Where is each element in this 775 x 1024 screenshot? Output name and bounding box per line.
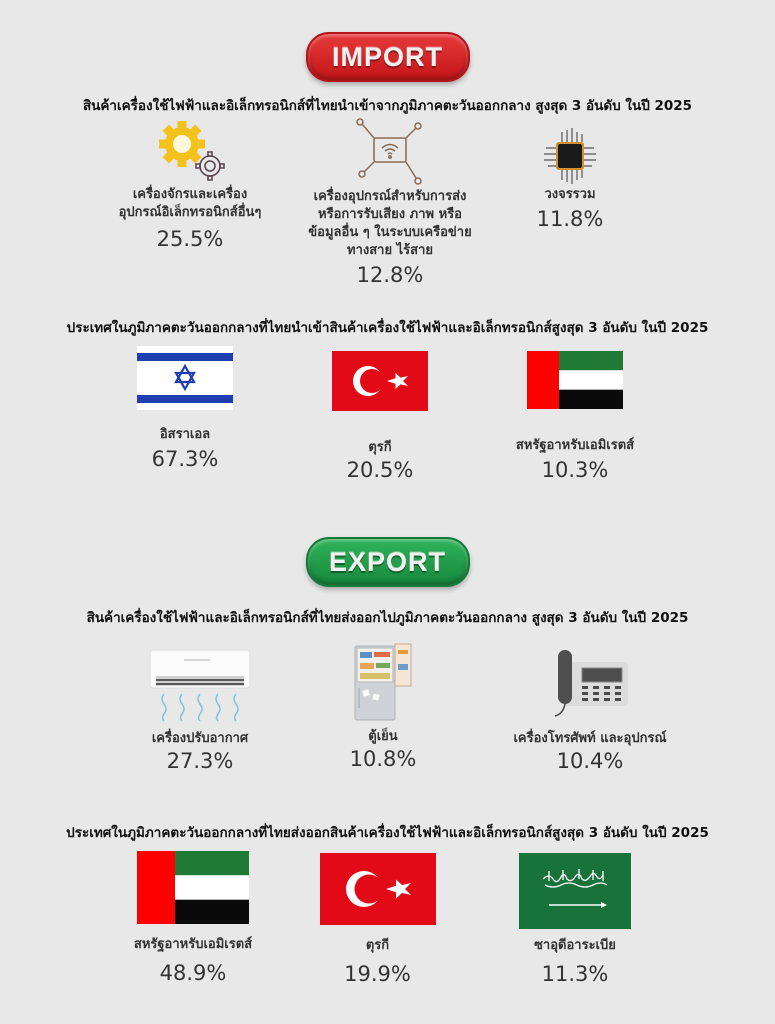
microchip-icon [540, 126, 600, 186]
import-product-machinery [90, 116, 290, 252]
wireless-network-icon [350, 116, 430, 188]
import-products-heading: สินค้าเครื่องใช้ไฟฟ้าและอิเล็กทรอนิกส์ที่ไทยนำเข้าจากภูมิภาคตะวันออกกลาง สูงสุด 3 อันดับ ในปี 2025 [82, 98, 693, 114]
country-percent: 48.9% [159, 961, 227, 985]
import-product-wireless [290, 116, 490, 288]
export-country-saudi-arabia [505, 853, 645, 987]
gears-icon [150, 116, 230, 186]
product-label: เครื่องปรับอากาศ [151, 731, 249, 746]
export-countries-heading: ประเทศในภูมิภาคตะวันออกกลางที่ไทยส่งออกสินค้าเครื่องใช้ไฟฟ้าและอิเล็กทรอนิกส์สูงสุด 3 อันดับ ในปี 2025 [66, 825, 709, 841]
turkey-flag [320, 853, 436, 925]
product-percent: 27.3% [166, 749, 234, 773]
country-name: ตุรกี [368, 440, 392, 455]
export-products-heading: สินค้าเครื่องใช้ไฟฟ้าและอิเล็กทรอนิกส์ที่ไทยส่งออกไปภูมิภาคตะวันออกกลาง สูงสุด 3 อันดับ ในปี 2025 [86, 610, 689, 626]
country-percent: 19.9% [344, 962, 411, 986]
export-country-uae [113, 851, 273, 986]
country-percent: 10.3% [541, 458, 609, 482]
country-percent: 67.3% [151, 447, 219, 471]
israel-flag [137, 346, 233, 410]
telephone-icon [550, 648, 630, 722]
air-conditioner-icon [148, 648, 252, 722]
country-name: อิสราเอล [159, 427, 211, 442]
product-percent: 12.8% [356, 263, 424, 287]
product-percent: 11.8% [536, 207, 604, 231]
import-country-uae [495, 351, 655, 483]
export-country-turkey [315, 853, 440, 987]
product-percent: 25.5% [156, 227, 224, 251]
product-label: เครื่องจักรและเครื่อง [132, 187, 248, 202]
saudi-arabia-flag [519, 853, 631, 929]
import-product-ic [500, 126, 640, 232]
import-country-israel [125, 346, 245, 472]
product-percent: 10.8% [349, 747, 417, 771]
product-label: หรือการรับเสียง ภาพ หรือ [318, 207, 462, 222]
export-product-telephone [490, 648, 690, 774]
country-name: สหรัฐอาหรับเอมิเรตส์ [133, 937, 253, 952]
product-label: ข้อมูลอื่น ๆ ในระบบเครือข่าย [308, 225, 472, 240]
country-percent: 20.5% [346, 458, 414, 482]
product-label: เครื่องโทรศัพท์ และอุปกรณ์ [513, 731, 667, 746]
country-name: ตุรกี [365, 938, 390, 953]
product-percent: 10.4% [556, 749, 624, 773]
country-name: สหรัฐอาหรับเอมิเรตส์ [515, 438, 635, 453]
export-product-air-conditioner [120, 648, 280, 774]
import-country-turkey [320, 351, 440, 483]
turkey-flag [332, 351, 428, 411]
import-countries-heading: ประเทศในภูมิภาคตะวันออกกลางที่ไทยนำเข้าสินค้าเครื่องใช้ไฟฟ้าและอิเล็กทรอนิกส์สูงสุด 3 อันดับ ในปี 2025 [66, 320, 709, 336]
product-label: ตู้เย็น [368, 729, 398, 744]
product-label: วงจรรวม [544, 187, 596, 202]
country-percent: 11.3% [541, 962, 609, 986]
uae-flag [137, 851, 249, 924]
export-product-refrigerator [323, 638, 443, 772]
country-name: ซาอุดีอาระเบีย [534, 938, 616, 953]
product-label: เครื่องอุปกรณ์สำหรับการส่ง [313, 189, 467, 204]
import-badge: IMPORT [306, 32, 470, 82]
refrigerator-icon [351, 638, 415, 722]
product-label: ทางสาย ไร้สาย [347, 243, 433, 258]
uae-flag [527, 351, 623, 409]
export-badge: EXPORT [306, 537, 470, 587]
product-label: อุปกรณ์อิเล็กทรอนิกส์อื่นๆ [118, 205, 262, 220]
